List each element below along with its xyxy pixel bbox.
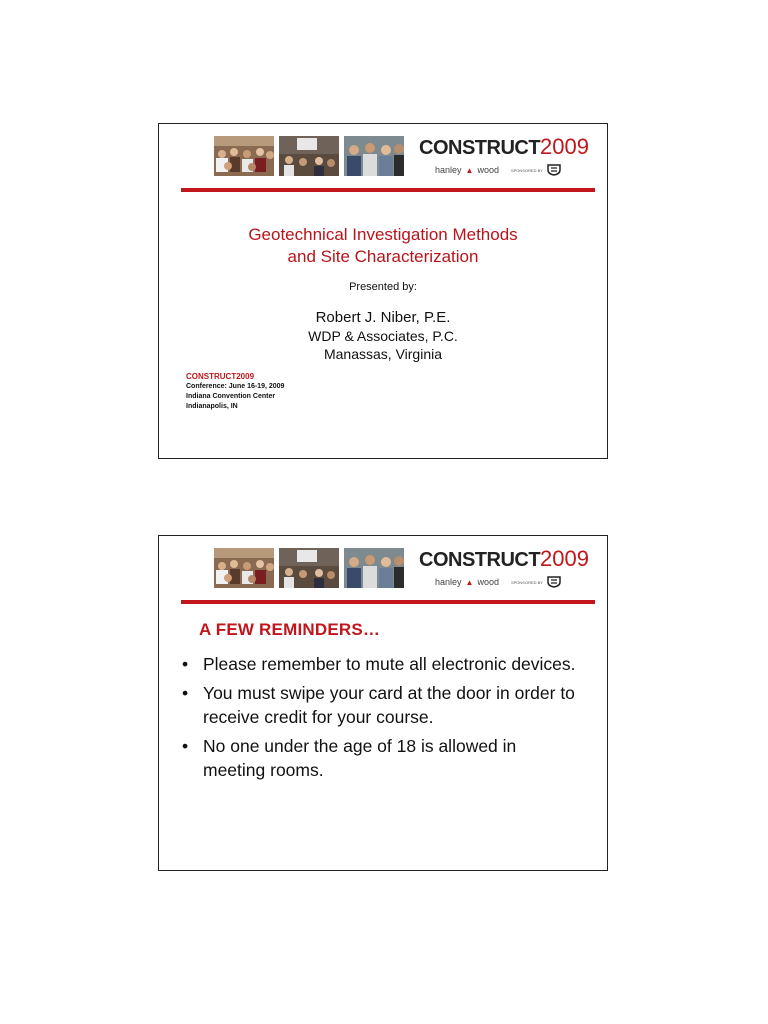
presenter-info <box>159 308 607 363</box>
slide-title <box>158 123 608 459</box>
header-photos <box>214 136 404 176</box>
construct-2009-logo: CONSTRUCT2009 hanley ▲ wood SPONSORED BY <box>419 134 589 175</box>
presenter-name: Robert J. Niber, P.E. <box>315 309 451 326</box>
reminders-heading: A FEW REMINDERS… <box>199 620 381 639</box>
header-divider <box>181 188 595 192</box>
conference-photo-audience <box>214 136 274 176</box>
presented-by-label: Presented by: <box>349 281 417 293</box>
presenter-company: WDP & Associates, P.C. <box>308 328 458 344</box>
header-divider <box>181 600 595 604</box>
conference-photo-group <box>344 136 404 176</box>
construct-2009-logo: CONSTRUCT2009 hanley ▲ wood SPONSORED BY <box>419 546 589 587</box>
reminders-list <box>179 652 579 787</box>
list-item: • No one under the age of 18 is allowed in meeting rooms. <box>182 736 517 780</box>
conference-details <box>186 372 284 412</box>
conference-dates: Conference: June 16-19, 2009 <box>186 383 285 390</box>
conference-photo-speaker <box>279 548 339 588</box>
presentation-title: Geotechnical Investigation Methods and Site Characterization <box>248 225 518 266</box>
sponsor-shield-icon <box>547 576 561 588</box>
conference-photo-audience <box>214 548 274 588</box>
conference-venue: Indiana Convention Center <box>186 393 276 400</box>
header-photos <box>214 548 404 588</box>
hanley-wood-logo: hanley ▲ wood SPONSORED BY <box>435 576 561 588</box>
presenter-location: Manassas, Virginia <box>323 346 443 362</box>
hanley-wood-logo: hanley ▲ wood SPONSORED BY <box>435 164 561 176</box>
list-item: • You must swipe your card at the door in order to receive credit for your course. <box>182 683 575 727</box>
conference-brand: CONSTRUCT2009 <box>186 372 255 381</box>
list-item: • Please remember to mute all electronic devices. <box>182 654 576 674</box>
conference-photo-speaker <box>279 136 339 176</box>
slide-reminders <box>158 535 608 871</box>
conference-city: Indianapolis, IN <box>186 403 238 410</box>
sponsor-shield-icon <box>547 164 561 176</box>
conference-photo-group <box>344 548 404 588</box>
